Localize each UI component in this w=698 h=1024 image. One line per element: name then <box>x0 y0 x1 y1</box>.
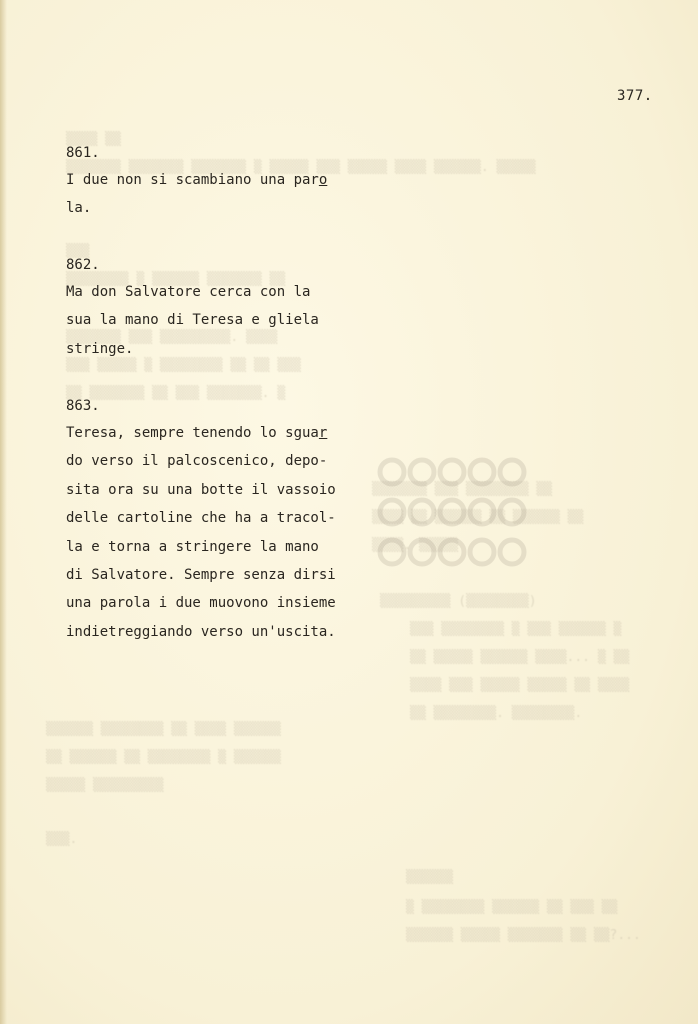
scene-text-line: stringe. <box>66 340 134 357</box>
scene-number: 862. <box>66 257 100 273</box>
faint-stamp-mark <box>372 452 532 580</box>
scene-text-line: indietreggiando verso un'uscita. <box>66 623 336 640</box>
scene-text-line: Ma don Salvatore cerca con la <box>66 284 311 300</box>
scene-863 <box>66 394 336 646</box>
scene-text-line: la. <box>66 200 92 217</box>
scene-text-line: do verso il palcoscenico, depo- <box>66 453 328 470</box>
scene-text-line: Teresa, sempre tenendo lo sguar <box>66 425 328 441</box>
scene-number: 863. <box>66 398 100 414</box>
document-page: ▒▒▒▒ ▒▒ ▒▒▒▒▒▒▒ ▒▒▒▒▒▒▒ ▒▒▒▒▒▒▒ ▒ ▒▒▒▒▒ ▒▒▒ ▒▒▒▒▒ ▒▒▒▒ ▒▒▒▒▒▒. ▒▒▒▒▒ ▒▒▒ ▒▒▒▒▒▒▒▒ ▒ ▒▒▒▒▒▒ ▒▒▒▒▒▒▒ ▒▒ ▒▒▒▒▒▒▒ ▒▒▒ ▒▒▒▒▒▒▒▒▒. ▒▒▒▒ ▒▒▒ ▒▒▒▒▒ ▒ ▒▒▒▒▒▒▒▒ ▒▒ ▒▒ ▒▒▒ ▒▒ ▒▒▒▒▒▒▒ ▒▒ ▒▒▒ ▒▒▒▒▒▒▒. ▒ ▒▒▒▒▒▒▒ ▒▒▒ ▒▒▒▒▒▒▒▒ ▒▒ ▒▒▒▒ ▒▒ ▒▒▒▒▒▒ ▒▒ ▒▒▒▒▒▒ ▒▒ ▒▒▒▒. ▒▒▒▒▒ ▒▒▒▒▒▒▒▒▒ (▒▒▒▒▒▒▒▒) ▒▒▒ ▒▒▒▒▒▒▒▒ ▒ ▒▒▒ ▒▒▒▒▒▒ ▒ ▒▒ ▒▒▒▒▒ ▒▒▒▒▒▒ ▒▒▒▒... ▒ ▒▒ ▒▒▒▒ ▒▒▒ ▒▒▒▒▒ ▒▒▒▒▒ ▒▒ ▒▒▒▒ ▒▒ ▒▒▒▒▒▒▒▒. ▒▒▒▒▒▒▒▒. ▒▒▒▒▒▒ ▒▒▒▒▒▒▒▒ ▒▒ ▒▒▒▒ ▒▒▒▒▒▒ ▒▒ ▒▒▒▒▒▒ ▒▒ ▒▒▒▒▒▒▒▒ ▒ ▒▒▒▒▒▒ ▒▒▒▒▒ ▒▒▒▒▒▒▒▒▒ ▒▒▒. ▒▒▒▒▒▒ ▒ ▒▒▒▒▒▒▒▒ ▒▒▒▒▒▒ ▒▒ ▒▒▒ ▒▒ ▒▒▒▒▒▒ ▒▒▒▒▒ ▒▒▒▒▒▒▒ ▒▒ ▒▒?... 377. 861. I due non si scambiano una paro la. 862. Ma don Salvatore cerca con la sua la mano di Teresa e gliela stringe. 863. Teresa, sempre tenendo lo sguar do verso il palcoscenico, depo- sita ora su una botte il vassoio delle cartoline che ha a tracol- la e torna a stringere la mano di Salvatore. Sempre senza dirsi una parola i due muovono insieme indietreggiando verso un'uscita. <box>0 0 698 1024</box>
underlined-syllable: r <box>318 425 328 441</box>
page-number: 377. <box>617 88 653 104</box>
page-edge-shadow <box>0 0 7 1024</box>
scene-text-line: sua la mano di Teresa e gliela <box>66 312 319 329</box>
scene-text-line: delle cartoline che ha a tracol- <box>66 510 336 527</box>
scene-862 <box>66 253 319 363</box>
underlined-syllable: o <box>318 172 328 188</box>
scene-text-line: di Salvatore. Sempre senza dirsi <box>66 566 336 583</box>
scene-text-line: sita ora su una botte il vassoio <box>66 481 336 498</box>
scene-text-line: la e torna a stringere la mano <box>66 538 319 555</box>
scene-861 <box>66 141 327 223</box>
scene-text-line: una parola i due muovono insieme <box>66 595 336 612</box>
scene-text-line: I due non si scambiano una paro <box>66 172 328 188</box>
scene-number: 861. <box>66 145 100 161</box>
